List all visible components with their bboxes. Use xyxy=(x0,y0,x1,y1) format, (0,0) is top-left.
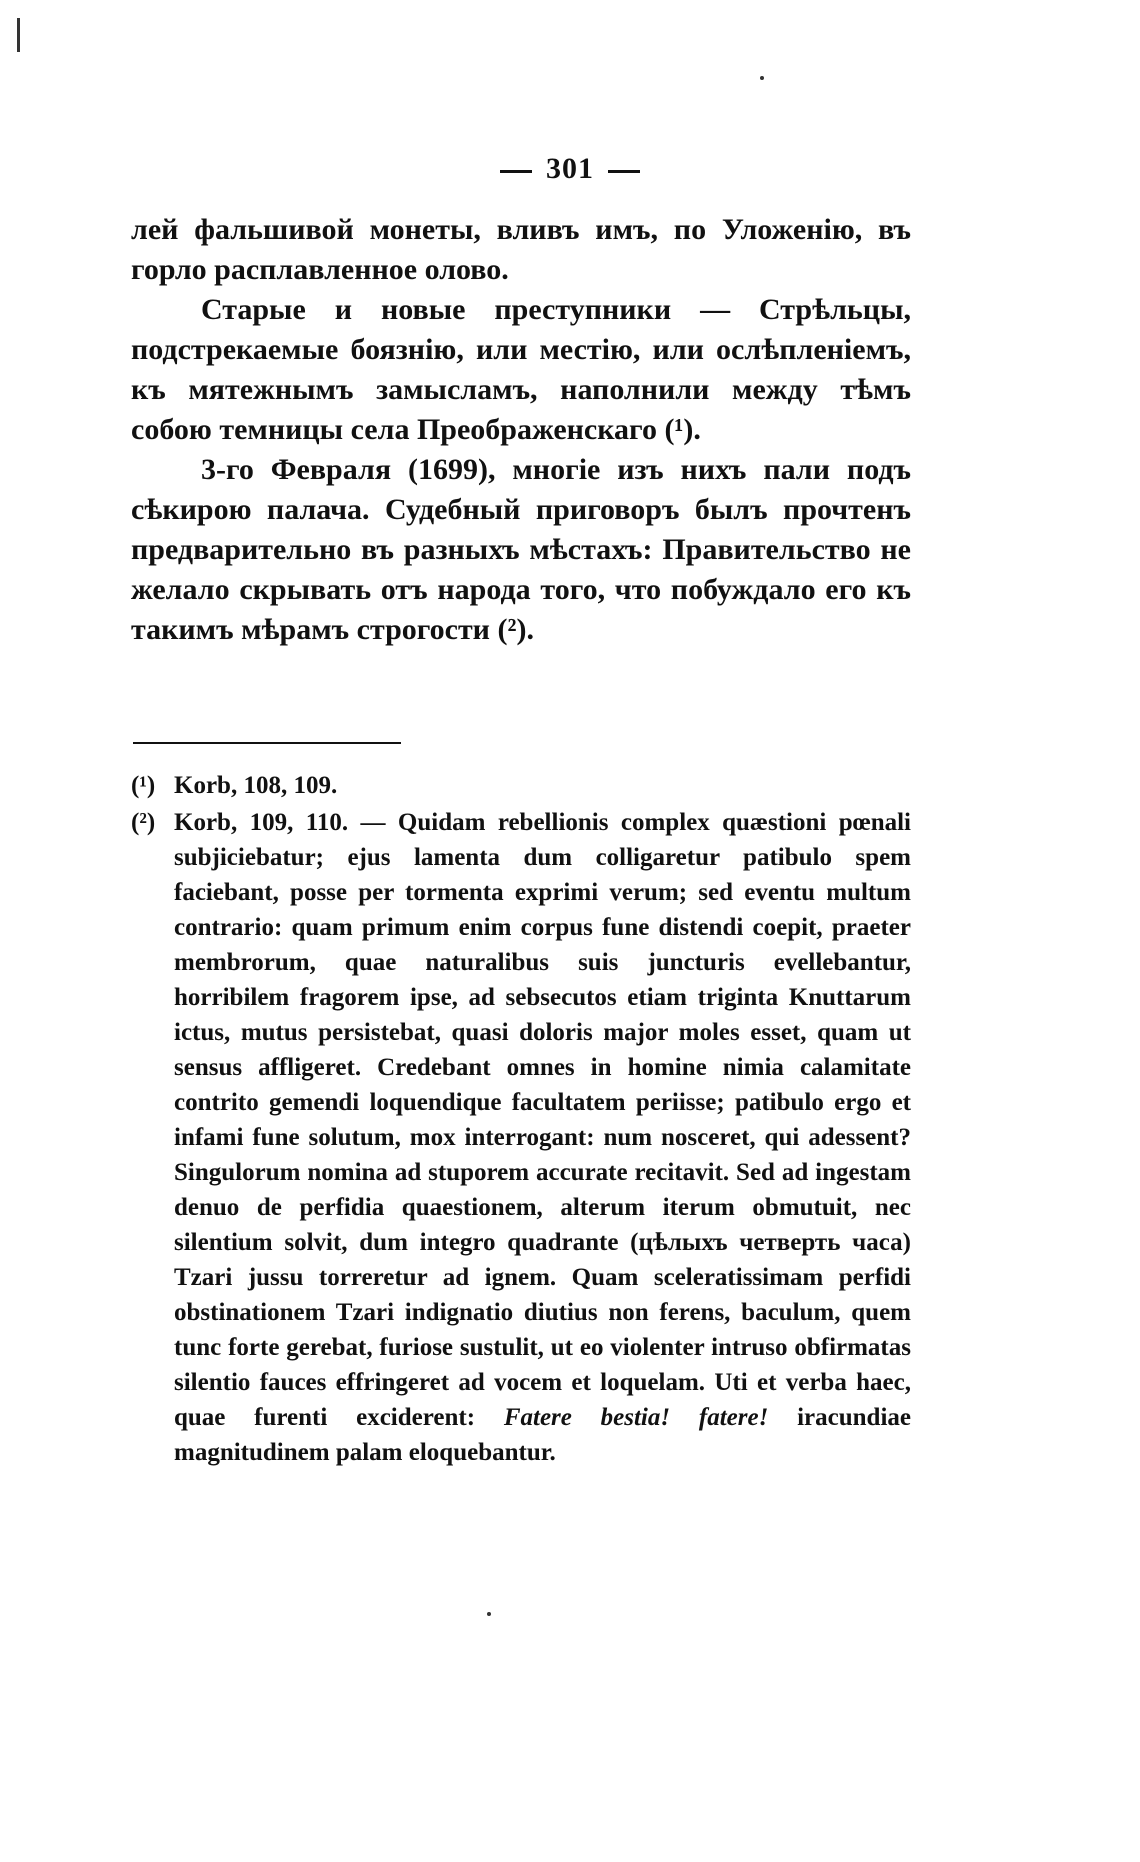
paragraph-2-text: Старые и новые преступники — Стрѣльцы, подстрекаемые боязнію, или местію, или ослѣпленіемъ, къ мятежнымъ замысламъ, наполнили между тѣмъ собою темницы села Преображенскаго xyxy=(131,293,911,446)
paragraph-2 xyxy=(131,290,911,450)
header-dash-right xyxy=(608,170,640,173)
paragraph-3 xyxy=(131,450,911,650)
footnote-2-marker: (²) xyxy=(131,809,156,836)
footnote-ref-1: (¹). xyxy=(664,413,701,446)
footnote-2 xyxy=(131,805,911,1470)
footnote-separator xyxy=(133,742,401,744)
scan-margin-mark xyxy=(17,18,20,52)
page-header xyxy=(0,152,1140,186)
footnotes xyxy=(131,768,911,1472)
footnote-ref-2: (²). xyxy=(497,613,534,646)
paragraph-3-text: 3-го Февраля (1699), многіе изъ нихъ пали подъ сѣкирою палача. Судебный приговоръ былъ прочтенъ предварительно въ разныхъ мѣстахъ: Правительство не желало скрывать отъ народа того, что побуждало его къ такимъ мѣрамъ строгости xyxy=(131,453,911,646)
header-dash-left xyxy=(500,170,532,173)
scan-speck xyxy=(760,76,764,80)
main-text xyxy=(131,210,911,650)
page-number: 301 xyxy=(546,152,594,185)
footnote-1-text: Korb, 108, 109. xyxy=(174,772,338,799)
paragraph-1: лей фальшивой монеты, вливъ имъ, по Уложенію, въ горло расплавленное олово. xyxy=(131,213,911,286)
footnote-1 xyxy=(131,768,911,803)
footnote-1-marker: (¹) xyxy=(131,772,156,799)
footnote-2-text: Korb, 109, 110. — Quidam rebellionis complex quæstioni pœnali subjiciebatur; ejus lamenta dum colligaretur patibulo spem faciebant, posse per tormenta exprimi verum; sed eventu multum contrario: quam primum enim corpus fune distendi coepit, praeter membrorum, quae naturalibus suis juncturis evellebantur, horribilem fragorem ipse, ad sebsecutos etiam triginta Knuttarum ictus, mutus persistebat, quasi doloris major moles esset, quam ut sensus affligeret. Credebant omnes in homine nimia calamitate contrito gemendi loquendique facultatem periisse; patibulo ergo et infami fune solutum, mox interrogant: num nosceret, qui adessent? Singulorum nomina ad stuporem accurate recitavit. Sed ad ingestam denuo de perfidia quaestionem, alterum iterum obmutuit, nec silentium solvit, dum integro quadrante (цѣлыхъ четверть часа) Tzari jussu torreretur ad ignem. Quam sceleratissimam perfidi obstinationem Tzari indignatio diutius non ferens, baculum, quem tunc forte gerebat, furiose sustulit, ut eo violenter intruso obfirmatas silentio fauces effringeret ad vocem et loquelam. Uti et verba haec, quae furenti exciderent: xyxy=(174,809,911,1431)
footnote-2-text-end: iracundiae magnitudinem palam eloquebantur. xyxy=(174,1404,911,1466)
scan-speck xyxy=(487,1612,491,1616)
footnote-2-italic-quote: Fatere bestia! fatere! xyxy=(503,1404,769,1431)
